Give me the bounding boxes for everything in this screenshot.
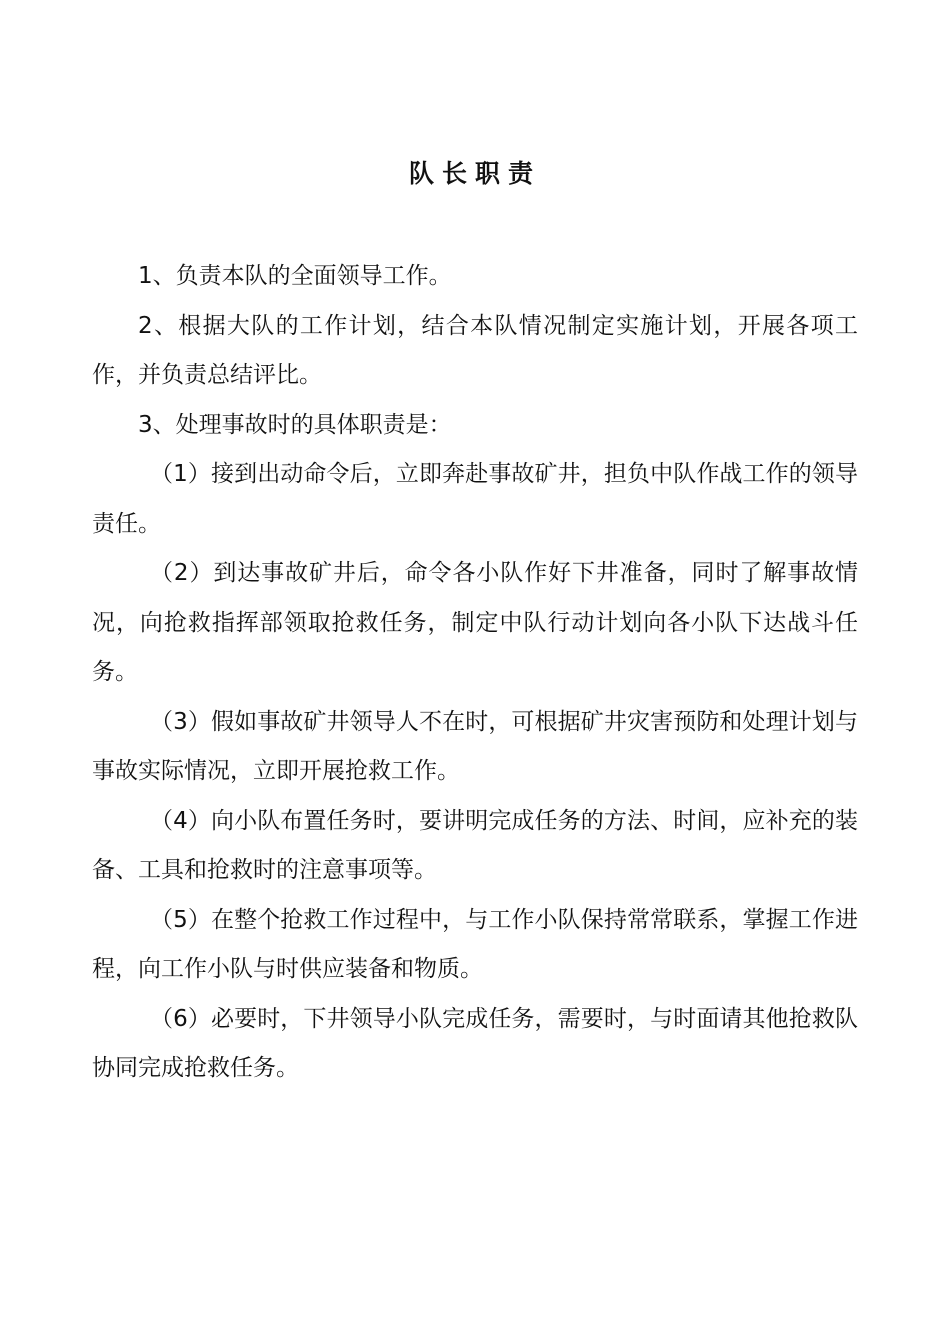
paragraph-3-5: （5）在整个抢救工作过程中，与工作小队保持常常联系，掌握工作进程，向工作小队与时供应装备和物质。 bbox=[92, 906, 858, 982]
paragraph-3-4: （4）向小队布置任务时，要讲明完成任务的方法、时间，应补充的装备、工具和抢救时的注意事项等。 bbox=[92, 807, 858, 883]
paragraph-2: 2、根据大队的工作计划，结合本队情况制定实施计划，开展各项工作，并负责总结评比。 bbox=[92, 312, 858, 388]
paragraph-3-2: （2）到达事故矿井后，命令各小队作好下井准备，同时了解事故情况，向抢救指挥部领取抢救任务，制定中队行动计划向各小队下达战斗任务。 bbox=[92, 560, 858, 685]
paragraph-1: 1、负责本队的全面领导工作。 bbox=[138, 263, 452, 289]
paragraph-3-3: （3）假如事故矿井领导人不在时，可根据矿井灾害预防和处理计划与事故实际情况，立即开展抢救工作。 bbox=[92, 708, 858, 784]
document-title: 队长职责 bbox=[408, 159, 541, 188]
paragraph-3: 3、处理事故时的具体职责是： bbox=[138, 411, 452, 438]
paragraph-3-6: （6）必要时，下井领导小队完成任务，需要时，与时面请其他抢救队协同完成抢救任务。 bbox=[92, 1005, 858, 1081]
paragraph-3-1: （1）接到出动命令后，立即奔赴事故矿井，担负中队作战工作的领导责任。 bbox=[92, 461, 858, 537]
